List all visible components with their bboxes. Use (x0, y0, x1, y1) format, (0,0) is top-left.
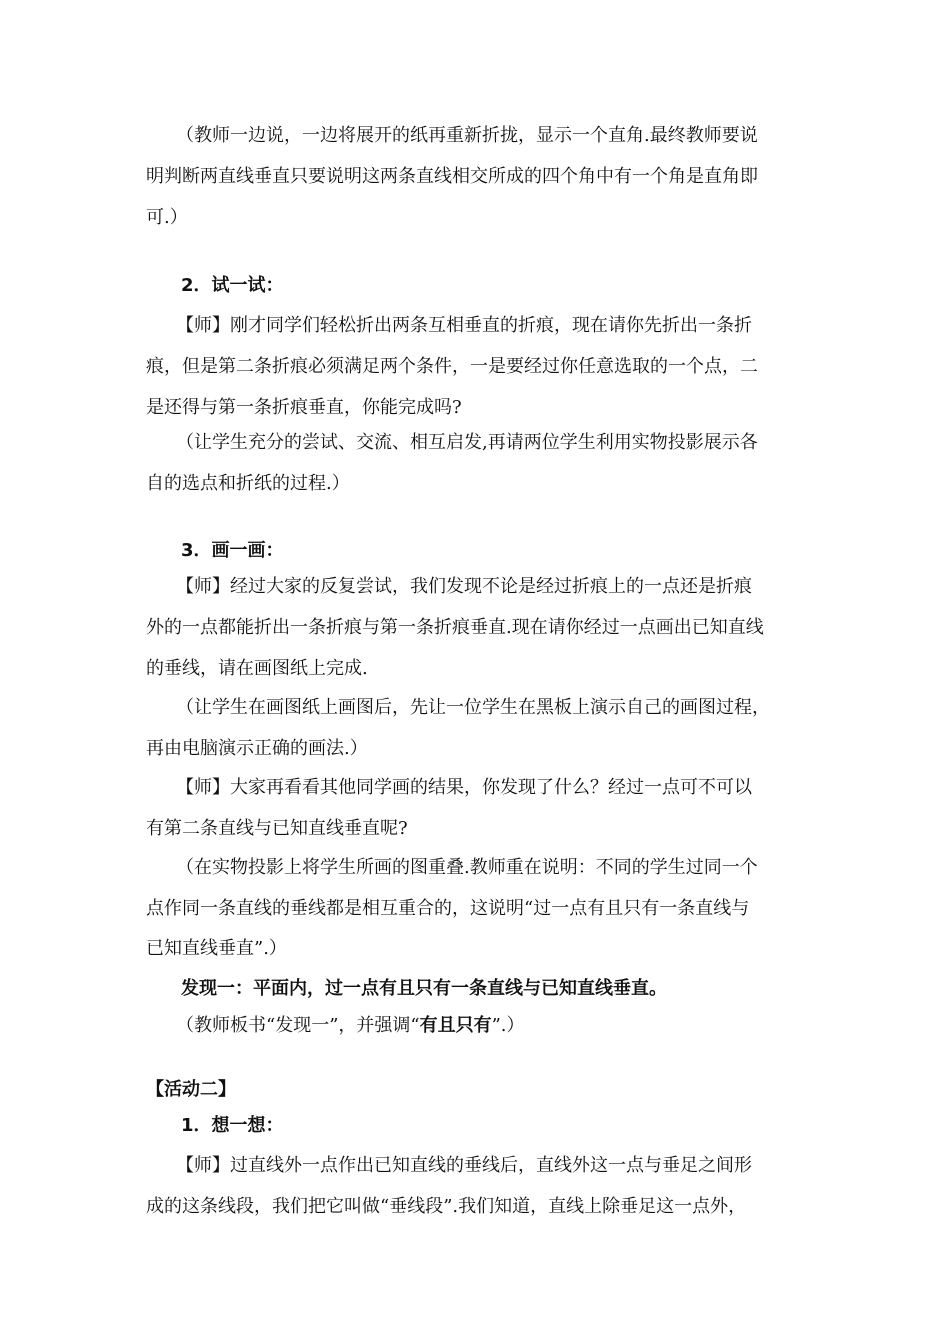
paragraph-line: 的垂线，请在画图纸上完成. (146, 658, 368, 679)
paragraph-line: 痕，但是第二条折痕必须满足两个条件，一是要经过你任意选取的一个点，二 (146, 356, 758, 377)
section-heading: 1．想一想： (181, 1115, 284, 1136)
paragraph-line: 自的选点和折纸的过程.） (146, 473, 350, 494)
paragraph-line: 明判断两直线垂直只要说明这两条直线相交所成的四个角中有一个角是直角即 (146, 166, 758, 187)
paragraph-line: 再由电脑演示正确的画法.） (146, 738, 368, 759)
paragraph-line: 【师】刚才同学们轻松折出两条互相垂直的折痕，现在请你先折出一条折 (176, 315, 752, 336)
paragraph-line: 是还得与第一条折痕垂直，你能完成吗? (146, 397, 462, 418)
paragraph-line: 有第二条直线与已知直线垂直呢? (146, 818, 408, 839)
discovery-statement: 发现一：平面内，过一点有且只有一条直线与已知直线垂直。 (181, 978, 667, 999)
paragraph-line (176, 1014, 525, 1038)
paragraph-line: 【师】经过大家的反复尝试，我们发现不论是经过折痕上的一点还是折痕 (176, 576, 752, 597)
paragraph-text: ”.） (491, 1015, 525, 1036)
paragraph-line: （让学生充分的尝试、交流、相互启发,再请两位学生利用实物投影展示各 (176, 432, 758, 453)
paragraph-line: 已知直线垂直”.） (146, 938, 287, 959)
paragraph-line: 【师】过直线外一点作出已知直线的垂线后，直线外这一点与垂足之间形 (176, 1155, 752, 1176)
section-heading: 2．试一试： (181, 275, 284, 296)
paragraph-line: 外的一点都能折出一条折痕与第一条折痕垂直.现在请你经过一点画出已知直线 (146, 617, 764, 638)
paragraph-line: 可.） (146, 207, 188, 228)
section-heading: 3．画一画： (181, 540, 284, 561)
emphasis-text: 有且只有 (419, 1015, 492, 1036)
paragraph-line: （在实物投影上将学生所画的图重叠.教师重在说明：不同的学生过同一个 (176, 857, 758, 878)
paragraph-line: 成的这条线段，我们把它叫做“垂线段”.我们知道，直线上除垂足这一点外， (146, 1196, 747, 1217)
paragraph-line: （教师一边说，一边将展开的纸再重新折拢，显示一个直角.最终教师要说 (176, 125, 758, 146)
paragraph-line: 点作同一条直线的垂线都是相互重合的，这说明“过一点有且只有一条直线与 (146, 898, 750, 919)
paragraph-line: 【师】大家再看看其他同学画的结果，你发现了什么？经过一点可不可以 (176, 777, 752, 798)
paragraph-text: （教师板书“发现一”，并强调“ (176, 1015, 420, 1036)
activity-heading: 【活动二】 (146, 1079, 236, 1100)
paragraph-line: （让学生在画图纸上画图后，先让一位学生在黑板上演示自己的画图过程， (176, 697, 770, 718)
